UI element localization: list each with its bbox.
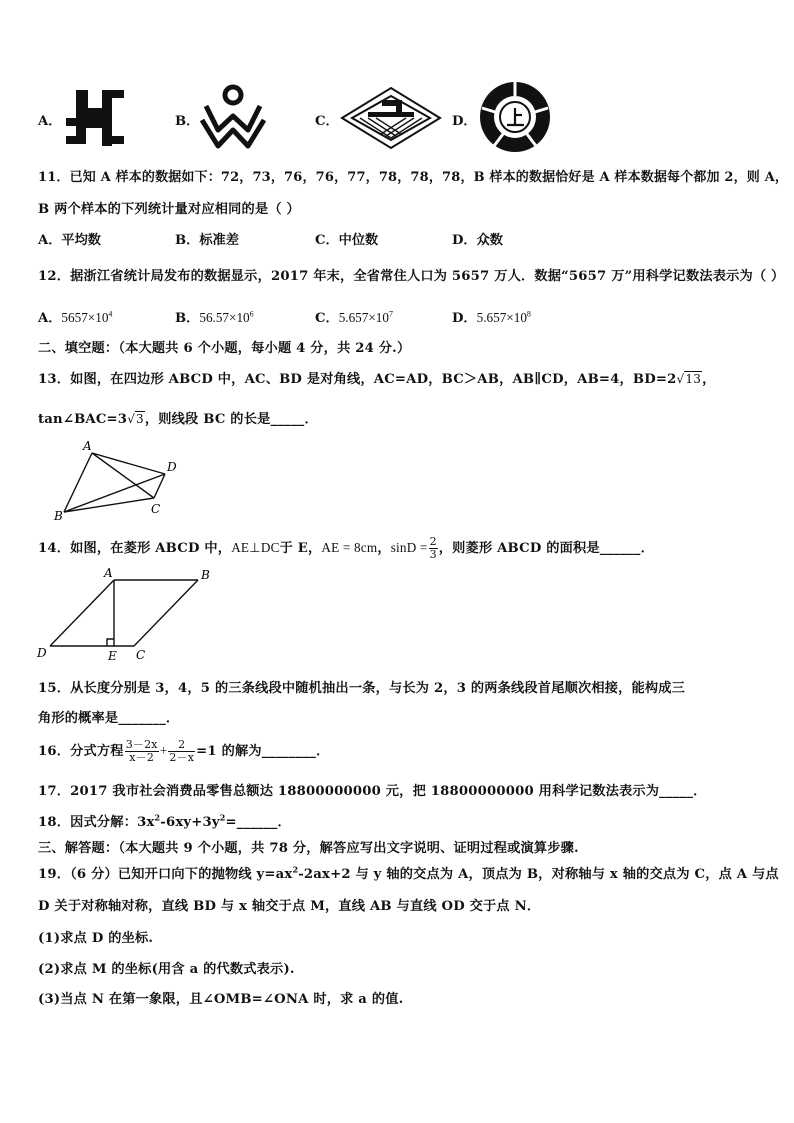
q12-option-b: B．$56.57\times 10^6$ — [175, 309, 254, 326]
q15-line-2: 角形的概率是_______． — [38, 711, 180, 726]
q14-line: 14．如图，在菱形 ABCD 中，AE⊥DC于 E，AE = 8cm，sinD = $\frac{2}{3}$ ，则菱形 ABCD 的面积是______． — [38, 535, 654, 561]
fraction-two-thirds: $\frac{2}{3}$ — [429, 535, 437, 561]
q10-option-a-label: A． — [38, 114, 62, 129]
q19-sub-1: (1)求点 D 的坐标. — [38, 931, 154, 946]
label-c: C — [136, 648, 146, 662]
label-d: D — [37, 646, 47, 660]
q11-line-1: 11．已知 A 样本的数据如下：72，73，76，76，77，78，78，78，B 样本的数据恰好是 A 样本数据每个都加 2，则 A， — [38, 170, 789, 185]
label-a: A — [83, 439, 92, 453]
section-3-heading: 三、解答题：（本大题共 9 个小题，共 78 分，解答应写出文字说明、证明过程或演算步骤. — [38, 841, 579, 856]
q19-line-2: D 关于对称轴对称，直线 BD 与 x 轴交于点 M，直线 AB 与直线 OD 交于点 N． — [38, 899, 541, 914]
q12-line-1: 12．据浙江省统计局发布的数据显示，2017 年末，全省常住人口为 5657 万人．数据“5657 万”用科学记数法表示为（ ） — [38, 269, 785, 284]
q18-line: 18．因式分解：$3x^2-6xy+3y^2=\_\_\_\_\_\_$． — [38, 812, 291, 830]
label-e: E — [108, 649, 117, 663]
segment-bc — [64, 498, 154, 512]
label-d: D — [167, 460, 177, 474]
q12-option-d: D．$5.657\times 10^8$ — [452, 309, 531, 326]
sqrt-3: √3 — [127, 412, 144, 426]
q10-option-b-label: B． — [175, 114, 200, 129]
section-2-heading: 二、填空题：（本大题共 6 个小题，每小题 4 分，共 24 分.） — [38, 341, 411, 356]
q13-line-2: tan∠BAC=3√3，则线段 BC 的长是_____． — [38, 412, 318, 427]
q11-line-2: B 两个样本的下列统计量对应相同的是（ ） — [38, 202, 300, 217]
q17-line: 17．2017 我市社会消费品零售总额达 18800000000 元，把 18800000000 用科学记数法表示为_____． — [38, 784, 707, 799]
q12-option-c: C．$5.657\times 10^7$ — [315, 309, 393, 326]
q14-rhombus-figure — [34, 566, 220, 666]
q19-line-1: 19．（6 分）已知开口向下的抛物线 $y=ax^2-2ax+2$ 与 y 轴的交点为 A，顶点为 B，对称轴与 x 轴的交点为 C，点 A 与点 — [38, 864, 779, 882]
segment-bc — [134, 580, 198, 646]
fraction-2: $\frac{2}{2-x}$ — [169, 738, 195, 764]
q11-option-b: B．标准差 — [175, 233, 239, 248]
segment-da — [50, 580, 114, 646]
label-b: B — [54, 509, 63, 523]
leaf-pattern-icon — [198, 82, 268, 152]
swastika-like-symbol-icon — [62, 84, 128, 150]
arrow-diamond-icon — [338, 82, 444, 152]
fraction-1: $\frac{3-2x}{x-2}$ — [125, 738, 158, 764]
diagonal-ac — [92, 453, 154, 498]
q16-line: 16．分式方程 $\frac{3-2x}{x-2}$ + $\frac{2}{2-x}$ =1 的解为________． — [38, 738, 330, 764]
label-c: C — [151, 502, 161, 516]
circle-seal-icon — [478, 80, 552, 154]
q19-sub-3: (3)当点 N 在第一象限，且∠OMB=∠ONA 时，求 a 的值. — [38, 992, 404, 1007]
q13-line-1: 13．如图，在四边形 ABCD 中，AC、BD 是对角线，AC=AD，BC＞AB，AB∥CD，AB=4，BD=2√13， — [38, 372, 716, 387]
q10-option-c-label: C． — [315, 114, 339, 129]
q11-option-a: A．平均数 — [38, 233, 101, 248]
q11-option-d: D．众数 — [452, 233, 503, 248]
q15-line-1: 15．从长度分别是 3，4，5 的三条线段中随机抽出一条，与长为 2，3 的两条线段首尾顺次相接，能构成三 — [38, 681, 686, 696]
sqrt-13: √13 — [676, 372, 702, 386]
q10-option-d-label: D． — [452, 114, 477, 129]
q19-sub-2: (2)求点 M 的坐标(用含 a 的代数式表示). — [38, 962, 295, 977]
q11-option-c: C．中位数 — [315, 233, 379, 248]
q12-option-a: A．$5657\times 10^4$ — [38, 309, 113, 326]
right-angle-mark — [107, 639, 114, 646]
q13-quadrilateral-figure — [50, 436, 184, 526]
label-b: B — [201, 568, 210, 582]
segment-da — [92, 453, 165, 474]
label-a: A — [104, 566, 113, 580]
